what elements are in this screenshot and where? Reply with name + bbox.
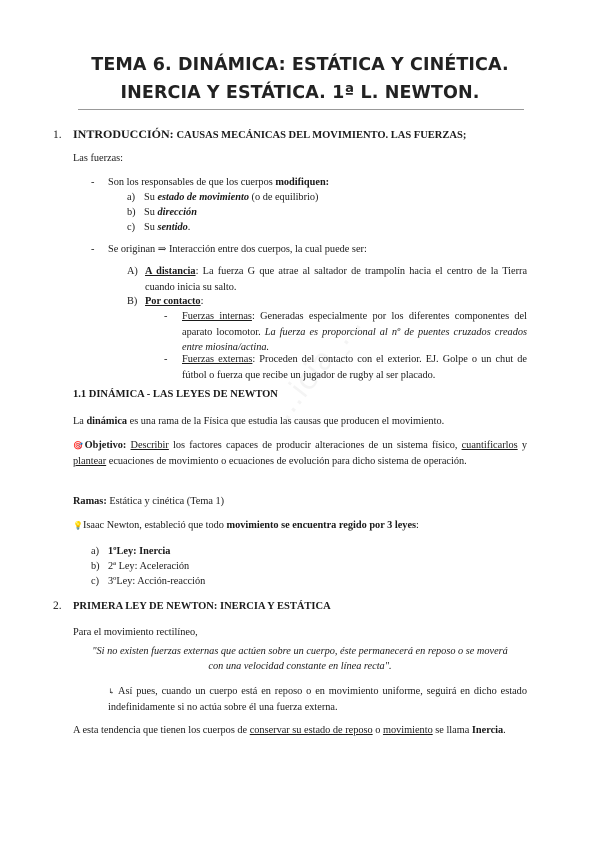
arrow-return-icon: ↳	[108, 687, 115, 696]
item-a-distancia: A distancia: La fuerza G que atrae al saltador de trampolín hacia el centro de la Tierra cuando inicia su salto.	[145, 266, 528, 293]
newton-paragraph: 💡Isaac Newton, estableció que todo movimiento se encuentra regido por 3 leyes:	[73, 520, 419, 531]
bullet-se-originan: Se originan ⇒ Interacción entre dos cuerpos, la cual puede ser:	[108, 244, 367, 255]
section-2-number: 2.	[53, 600, 62, 612]
title-divider	[78, 109, 524, 110]
dinamica-paragraph: La dinámica es una rama de la Física que estudia las causas que producen el movimiento.	[73, 416, 445, 427]
inercia-paragraph: A esta tendencia que tienen los cuerpos de conservar su estado de reposo o movimiento se llama Inercia.	[73, 725, 506, 736]
rectilineo-paragraph: Para el movimiento rectilíneo,	[73, 627, 198, 638]
section-1-1-heading: 1.1 DINÁMICA - LAS LEYES DE NEWTON	[73, 389, 278, 400]
item-a-marker: A)	[127, 266, 138, 277]
objetivo-paragraph: 🎯Objetivo: Describir los factores capaces de producir alteraciones de un sistema físico, cuantificarlos y plantear ecuaciones de movimiento o ecuaciones de evolución para dicho sistema de operación.	[73, 440, 527, 467]
law-list-item: a) 1ºLey: Inercia	[91, 546, 171, 557]
bullet-dash: -	[164, 311, 168, 322]
item-b-marker: B)	[127, 296, 138, 307]
section-2-heading-text: PRIMERA LEY DE NEWTON: INERCIA Y ESTÁTICA	[73, 601, 331, 612]
section-1-heading-a: INTRODUCCIÓN:	[73, 127, 174, 141]
ramas-paragraph: Ramas: Estática y cinética (Tema 1)	[73, 496, 225, 507]
section-1-heading	[53, 127, 466, 142]
las-fuerzas-label: Las fuerzas:	[73, 153, 124, 164]
sub-list-item: a) Su estado de movimiento (o de equilibrio)	[127, 192, 319, 203]
target-icon: 🎯	[73, 441, 85, 450]
page-title-line-1: TEMA 6. DINÁMICA: ESTÁTICA Y CINÉTICA.	[91, 55, 509, 75]
newton-quote-line-1: "Si no existen fuerzas externas que actúen sobre un cuerpo, éste permanecerá en reposo o se moverá	[92, 646, 508, 657]
bullet-modifiquen: Son los responsables de que los cuerpos modifiquen:	[108, 177, 330, 188]
lightbulb-icon: 💡	[73, 521, 83, 530]
fuerzas-internas-item: Fuerzas internas: Generadas especialmente por los diferentes componentes del aparato locomotor. La fuerza es proporcional al nº de puentes cruzados creados entre miosina/actina.	[182, 311, 527, 353]
section-1-number: 1.	[53, 129, 62, 141]
bullet-dash: -	[91, 244, 95, 255]
section-2-heading	[53, 600, 331, 612]
law-list-item: c) 3ºLey: Acción-reacción	[91, 576, 206, 587]
sub-list-item: c) Su sentido.	[127, 222, 191, 233]
page-title-line-2: INERCIA Y ESTÁTICA. 1ª L. NEWTON.	[120, 83, 480, 103]
item-b-contacto: Por contacto:	[145, 296, 204, 307]
law-list-item: b) 2ª Ley: Aceleración	[91, 561, 190, 572]
bullet-dash: -	[164, 354, 168, 365]
sub-list-item: b) Su dirección	[127, 207, 197, 218]
newton-quote-line-2: con una velocidad constante en línea recta".	[208, 661, 392, 672]
section-1-heading-b: CAUSAS MECÁNICAS DEL MOVIMIENTO. LAS FUERZAS;	[176, 130, 467, 141]
fuerzas-externas-item: Fuerzas externas: Proceden del contacto con el exterior. EJ. Golpe o un chut de fútbol o fuerza que recibe un jugador de rugby al ser placado.	[182, 354, 527, 381]
bullet-dash: -	[91, 177, 95, 188]
asi-pues-paragraph: ↳ Así pues, cuando un cuerpo está en reposo o en movimiento uniforme, seguirá en dicho estado indefinidamente si no actúa sobre él una fuerza externa.	[108, 686, 527, 713]
